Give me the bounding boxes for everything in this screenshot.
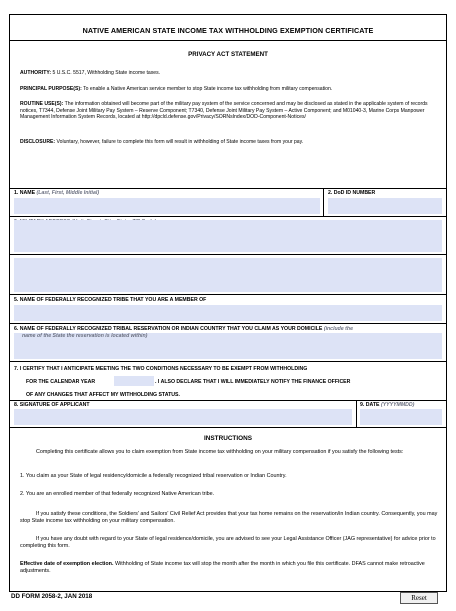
divider <box>10 188 446 189</box>
military-address-field[interactable] <box>14 220 442 252</box>
instructions-heading: INSTRUCTIONS <box>204 435 252 442</box>
reservation-hint-line-2: name of the State the reservation is located within) <box>22 333 148 339</box>
instructions-paragraph-1: Completing this certificate allows you to claim exemption from State income tax withholding on your military compensation if you satisfy the following tests: <box>36 449 404 455</box>
mailing-address-field[interactable] <box>14 258 442 292</box>
disclosure-label: DISCLOSURE: <box>20 139 56 145</box>
divider <box>10 40 446 41</box>
divider <box>10 400 446 401</box>
effective-date-text: Withholding of State income tax will stop the month after the month in which you file this certificate. DFAS cannot make retroactive adjustments. <box>20 561 425 575</box>
name-field[interactable] <box>14 198 320 214</box>
certify-line-2b: . I ALSO DECLARE THAT I WILL IMMEDIATELY NOTIFY THE FINANCE OFFICER <box>155 379 351 385</box>
reservation-hint: (include the <box>323 326 353 332</box>
divider <box>356 400 357 427</box>
divider <box>10 323 446 324</box>
routine-use-label: ROUTINE USE(S): <box>20 101 64 107</box>
date-field[interactable] <box>360 409 442 425</box>
routine-use-text: The information obtained will become part of the military pay system of the service concerned and may be disclosed as stated in the applicable system of records notices, T7344, Defense Joint Military Pay System – Reserve Component; T7340, Defense Joint Military Pay System – Active Component; and M01040-3, Marine Corps Manpower Management Information System Records, located at http://dpcld.defense.gov/Privacy/SORNsIndex/DOD-Component-Notices/ <box>20 101 428 121</box>
date-hint: (YYYYMMDD) <box>380 402 415 408</box>
certify-line-3: OF ANY CHANGES THAT AFFECT MY WITHHOLDING STATUS. <box>26 392 180 398</box>
divider <box>10 254 446 255</box>
authority-label: AUTHORITY: <box>20 70 52 76</box>
signature-field[interactable] <box>14 409 352 425</box>
purpose-statement <box>20 86 436 93</box>
divider <box>323 188 324 216</box>
dod-id-field[interactable] <box>328 198 442 214</box>
effective-date-paragraph <box>20 561 438 575</box>
instructions-test-2: 2. You are an enrolled member of that federally recognized Native American tribe. <box>20 491 215 497</box>
exemption-certificate-form <box>9 14 447 592</box>
divider <box>10 427 446 428</box>
calendar-year-field[interactable] <box>114 376 154 386</box>
date-label: 9. DATE (YYYYMMDD) <box>360 402 415 408</box>
disclosure-text: Voluntary, however, failure to complete this form will result in withholding of State income taxes from your pay. <box>55 139 304 145</box>
authority-statement <box>20 70 436 77</box>
instructions-paragraph-4: If you satisfy these conditions, the Soldiers' and Sailors' Civil Relief Act provides that your tax home remains on the reservation/in Indian country. Consequently, you may stop State income tax withholding on your military compensation. <box>20 511 438 525</box>
authority-text: 5 U.S.C. 5517, Withholding State income taxes. <box>51 70 161 76</box>
reset-button[interactable]: Reset <box>400 592 438 604</box>
purpose-text: To enable a Native American service member to stop State income tax withholding from military compensation. <box>81 86 333 92</box>
name-label: 1. NAME (Last, First, Middle Initial) <box>14 190 100 196</box>
tribe-field[interactable] <box>14 305 442 321</box>
signature-label: 8. SIGNATURE OF APPLICANT <box>14 402 90 408</box>
name-hint: (Last, First, Middle Initial) <box>36 190 100 196</box>
routine-use-statement <box>20 101 436 121</box>
effective-date-label: Effective date of exemption election. <box>20 561 114 567</box>
divider <box>10 216 446 217</box>
instructions-paragraph-5: If you have any doubt with regard to your State of legal residence/domicile, you are advised to see your Legal Assistance Officer (JAG representative) for advice prior to completing this form. <box>20 536 436 550</box>
disclosure-statement <box>20 139 436 146</box>
instructions-test-1: 1. You claim as your State of legal residency/domicile a federally recognized tribal reservation or Indian Country. <box>20 473 287 479</box>
divider <box>10 294 446 295</box>
divider <box>10 361 446 362</box>
form-title: NATIVE AMERICAN STATE INCOME TAX WITHHOLDING EXEMPTION CERTIFICATE <box>82 26 374 35</box>
reservation-label: 6. NAME OF FEDERALLY RECOGNIZED TRIBAL RESERVATION OR INDIAN COUNTRY THAT YOU CLAIM AS YOUR DOMICILE (include the <box>14 326 353 332</box>
tribe-label: 5. NAME OF FEDERALLY RECOGNIZED TRIBE THAT YOU ARE A MEMBER OF <box>14 297 207 303</box>
form-number: DD FORM 2058-2, JAN 2018 <box>11 593 93 600</box>
certify-line-2a: FOR THE CALENDAR YEAR <box>26 379 96 385</box>
privacy-act-heading: PRIVACY ACT STATEMENT <box>188 51 268 58</box>
certify-line-1: 7. I CERTIFY THAT I ANTICIPATE MEETING THE TWO CONDITIONS NECESSARY TO BE EXEMPT FROM WITHHOLDING <box>14 366 308 372</box>
dod-id-label: 2. DoD ID NUMBER <box>328 190 376 196</box>
purpose-label: PRINCIPAL PURPOSE(S): <box>20 86 82 92</box>
